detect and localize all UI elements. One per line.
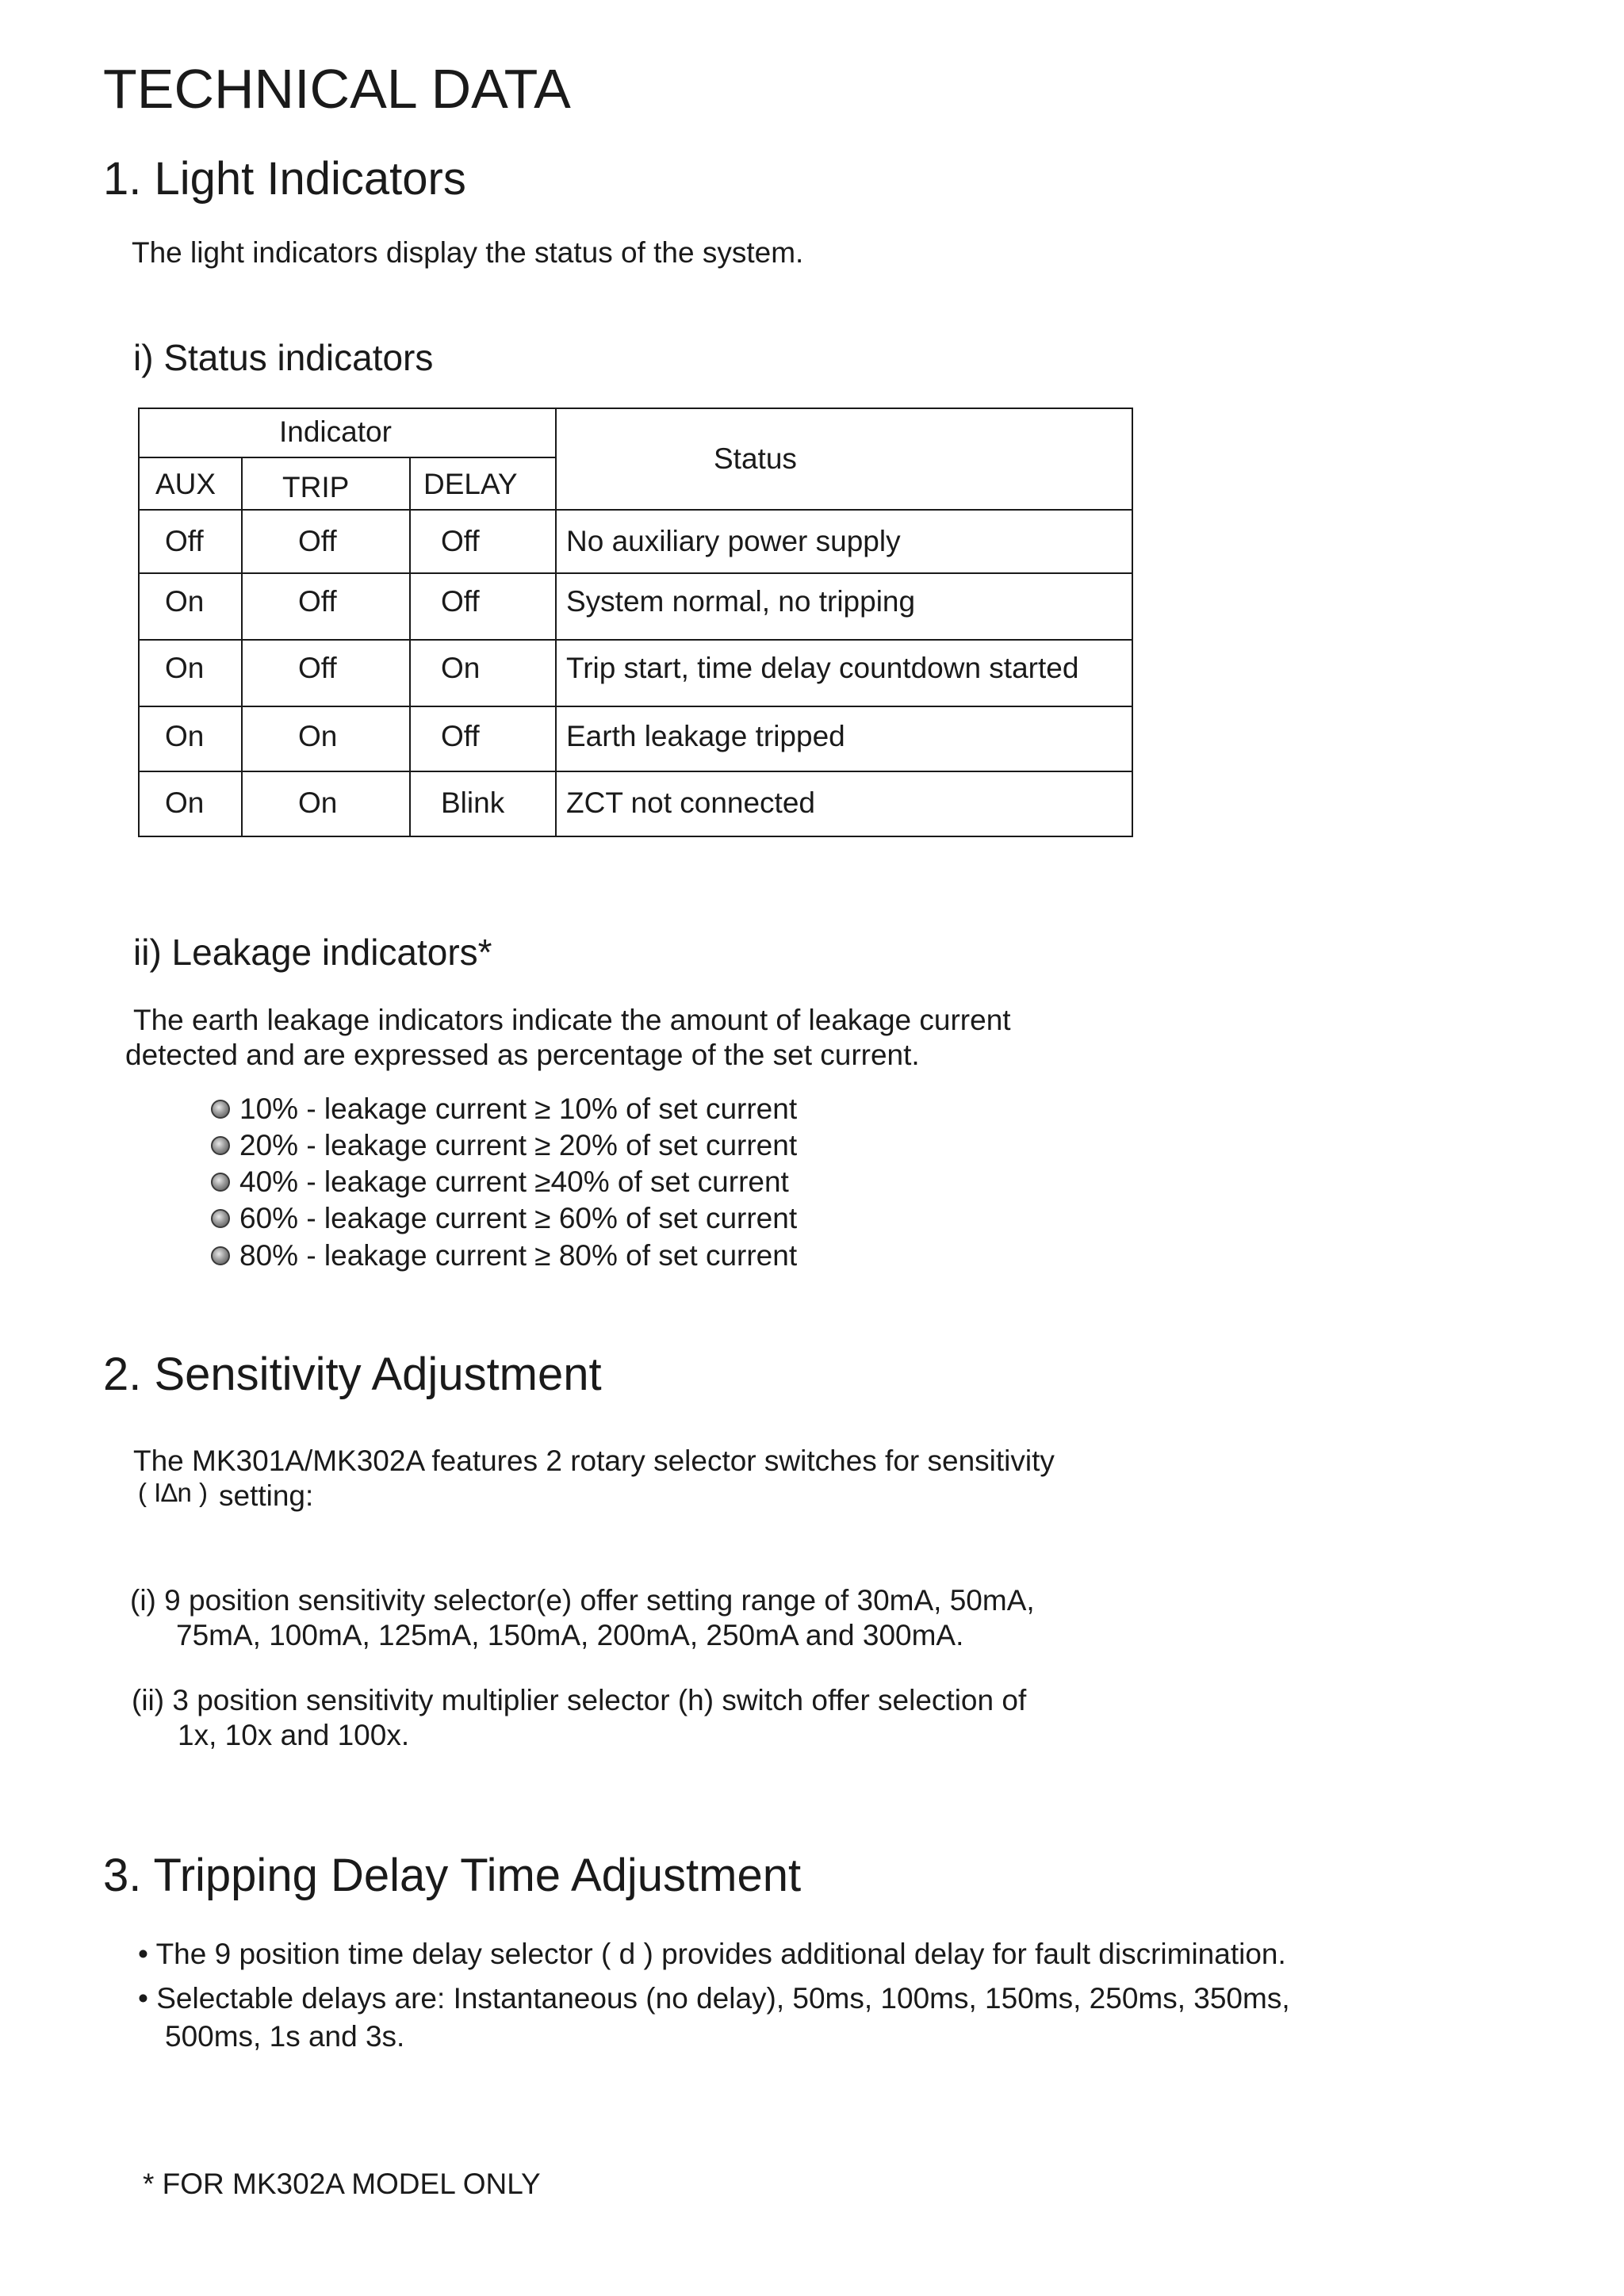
section2-intro-line2: setting: xyxy=(219,1479,314,1512)
aux-column-header: AUX xyxy=(155,468,216,500)
row5-delay: Blink xyxy=(441,786,505,819)
row3-delay: On xyxy=(441,652,481,684)
row5-status: ZCT not connected xyxy=(566,786,815,819)
row2-status: System normal, no tripping xyxy=(566,585,916,618)
idn-symbol: ( I∆n ) xyxy=(138,1478,209,1507)
row1-status: No auxiliary power supply xyxy=(566,525,901,557)
led-indicator-icon xyxy=(211,1100,230,1119)
row3-trip: Off xyxy=(298,652,337,684)
delay-bullet2-line1: • Selectable delays are: Instantaneous (no delay), 50ms, 100ms, 150ms, 250ms, 350ms, xyxy=(138,1982,1290,2015)
trip-column-header: TRIP xyxy=(282,471,350,503)
table-divider xyxy=(241,457,243,837)
row1-aux: Off xyxy=(165,525,204,557)
delay-bullet2-line2: 500ms, 1s and 3s. xyxy=(165,2020,405,2053)
row5-aux: On xyxy=(165,786,205,819)
row3-aux: On xyxy=(165,652,205,684)
delay-bullet1: • The 9 position time delay selector ( d ) provides additional delay for fault discrimination. xyxy=(138,1938,1286,1970)
row4-status: Earth leakage tripped xyxy=(566,720,845,752)
status-column-header: Status xyxy=(714,442,797,475)
leakage-description-line2: detected and are expressed as percentage of the set current. xyxy=(125,1039,920,1071)
leakage-item-40: 40% - leakage current ≥40% of set current xyxy=(239,1165,789,1198)
sensitivity-item2-line1: (ii) 3 position sensitivity multiplier selector (h) switch offer selection of xyxy=(132,1684,1027,1716)
row4-trip: On xyxy=(298,720,338,752)
led-indicator-icon xyxy=(211,1246,230,1265)
table-divider xyxy=(140,706,1132,707)
leakage-item-60: 60% - leakage current ≥ 60% of set current xyxy=(239,1202,798,1234)
page-title: TECHNICAL DATA xyxy=(103,58,571,120)
led-indicator-icon xyxy=(211,1173,230,1192)
row2-delay: Off xyxy=(441,585,480,618)
table-divider xyxy=(409,457,411,837)
led-indicator-icon xyxy=(211,1136,230,1155)
sensitivity-item2-line2: 1x, 10x and 100x. xyxy=(178,1719,410,1751)
delay-column-header: DELAY xyxy=(423,468,518,500)
table-divider xyxy=(140,639,1132,641)
sensitivity-item1-line2: 75mA, 100mA, 125mA, 150mA, 200mA, 250mA and 300mA. xyxy=(176,1619,964,1651)
table-divider xyxy=(140,572,1132,574)
row2-trip: Off xyxy=(298,585,337,618)
led-indicator-icon xyxy=(211,1209,230,1228)
section3-heading: 3. Tripping Delay Time Adjustment xyxy=(103,1850,802,1901)
table-divider xyxy=(140,771,1132,772)
row3-status: Trip start, time delay countdown started xyxy=(566,652,1079,684)
leakage-item-20: 20% - leakage current ≥ 20% of set current xyxy=(239,1129,798,1161)
sensitivity-item1-line1: (i) 9 position sensitivity selector(e) offer setting range of 30mA, 50mA, xyxy=(130,1584,1035,1617)
row1-trip: Off xyxy=(298,525,337,557)
footnote: * FOR MK302A MODEL ONLY xyxy=(143,2168,541,2200)
leakage-description-line1: The earth leakage indicators indicate the amount of leakage current xyxy=(133,1004,1011,1036)
status-indicators-heading: i) Status indicators xyxy=(133,337,434,378)
leakage-item-80: 80% - leakage current ≥ 80% of set current xyxy=(239,1239,798,1272)
row2-aux: On xyxy=(165,585,205,618)
leakage-indicators-heading: ii) Leakage indicators* xyxy=(133,932,492,973)
table-divider xyxy=(140,457,555,458)
status-table xyxy=(138,408,1133,837)
leakage-item-10: 10% - leakage current ≥ 10% of set current xyxy=(239,1093,798,1125)
section1-heading: 1. Light Indicators xyxy=(103,153,466,205)
indicator-group-header: Indicator xyxy=(279,415,392,448)
row1-delay: Off xyxy=(441,525,480,557)
section2-intro-line1: The MK301A/MK302A features 2 rotary selector switches for sensitivity xyxy=(133,1445,1055,1477)
section2-heading: 2. Sensitivity Adjustment xyxy=(103,1349,602,1400)
row4-aux: On xyxy=(165,720,205,752)
row4-delay: Off xyxy=(441,720,480,752)
table-divider xyxy=(140,509,1132,511)
section1-intro: The light indicators display the status of the system. xyxy=(132,236,804,269)
row5-trip: On xyxy=(298,786,338,819)
